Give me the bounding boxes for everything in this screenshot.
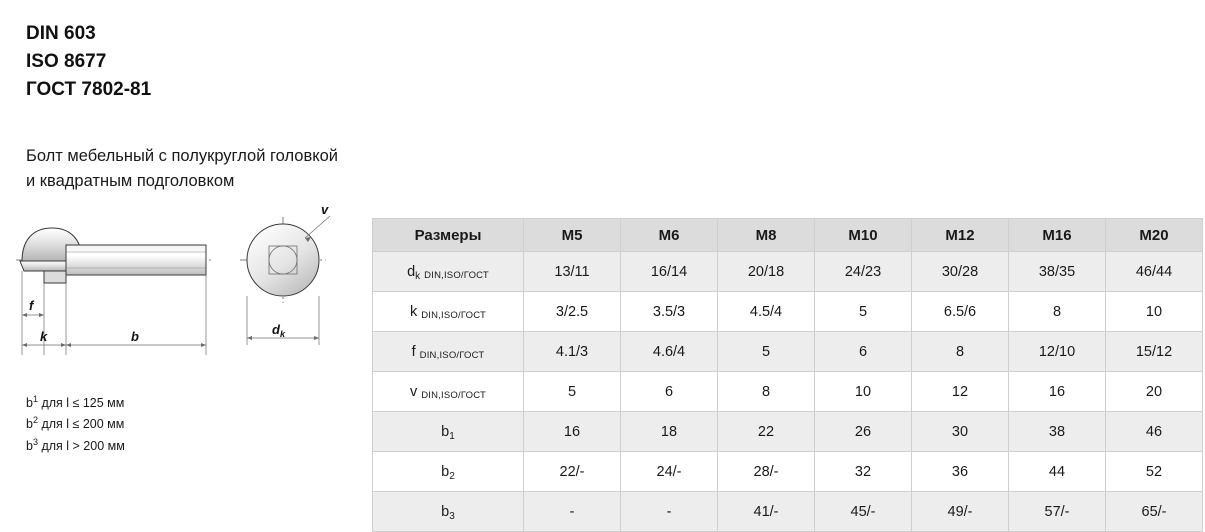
footnote-2-text: для l ≤ 200 мм bbox=[37, 417, 125, 432]
table-cell: 20 bbox=[1106, 372, 1203, 412]
table-header-cell-3: M8 bbox=[718, 219, 815, 252]
drawing-label-dk-sub: k bbox=[280, 329, 286, 339]
table-cell: 10 bbox=[1106, 292, 1203, 332]
table-cell: 16 bbox=[1009, 372, 1106, 412]
footnote-3-sup: 3 bbox=[32, 436, 38, 447]
table-cell: 8 bbox=[718, 372, 815, 412]
table-cell: 44 bbox=[1009, 452, 1106, 492]
footnote-3-base: b bbox=[26, 438, 33, 453]
table-cell: 38/35 bbox=[1009, 252, 1106, 292]
table-cell: 22/- bbox=[524, 452, 621, 492]
standard-gost: ГОСТ 7802-81 bbox=[26, 78, 152, 100]
table-cell: 4.5/4 bbox=[718, 292, 815, 332]
table-cell: 24/- bbox=[621, 452, 718, 492]
table-cell: 41/- bbox=[718, 492, 815, 532]
row-label-sub: 3 bbox=[449, 510, 455, 522]
table-cell: 32 bbox=[815, 452, 912, 492]
table-row bbox=[373, 332, 1203, 372]
table-cell: 24/23 bbox=[815, 252, 912, 292]
row-label-main: f bbox=[411, 343, 416, 360]
table-cell: 22 bbox=[718, 412, 815, 452]
table-cell: 28/- bbox=[718, 452, 815, 492]
table-row bbox=[373, 412, 1203, 452]
table-cell: 12/10 bbox=[1009, 332, 1106, 372]
row-label-note: DIN,ISO/ГОСТ bbox=[421, 389, 487, 401]
table-cell: 36 bbox=[912, 452, 1009, 492]
table-cell: 4.6/4 bbox=[621, 332, 718, 372]
row-label-main: b bbox=[441, 423, 450, 440]
row-label-sub: k bbox=[415, 270, 421, 282]
table-cell: 4.1/3 bbox=[524, 332, 621, 372]
table-cell: 20/18 bbox=[718, 252, 815, 292]
product-description bbox=[26, 144, 338, 194]
table-header-cell-1: M5 bbox=[524, 219, 621, 252]
footnotes bbox=[26, 392, 125, 456]
row-label-b3 bbox=[373, 492, 524, 532]
specifications-table-wrapper bbox=[372, 218, 1203, 532]
table-header-row bbox=[373, 219, 1203, 252]
standards-list bbox=[26, 20, 151, 104]
table-cell: 38 bbox=[1009, 412, 1106, 452]
table-cell: 5 bbox=[815, 292, 912, 332]
footnote-1-base: b bbox=[26, 396, 33, 411]
row-label-b1 bbox=[373, 412, 524, 452]
row-label-dk bbox=[373, 252, 524, 292]
table-row bbox=[373, 372, 1203, 412]
table-row bbox=[373, 492, 1203, 532]
drawing-label-dk: d bbox=[272, 322, 280, 337]
footnote-2 bbox=[26, 413, 125, 434]
table-row bbox=[373, 292, 1203, 332]
table-cell: 65/- bbox=[1106, 492, 1203, 532]
footnote-3-text: для l > 200 мм bbox=[37, 438, 125, 453]
footnote-1-sup: 1 bbox=[32, 394, 38, 404]
table-cell: 18 bbox=[621, 412, 718, 452]
table-cell: 57/- bbox=[1009, 492, 1106, 532]
description-line-2: и квадратным подголовком bbox=[26, 171, 235, 190]
table-cell: 52 bbox=[1106, 452, 1203, 492]
footnote-3 bbox=[26, 435, 125, 456]
row-label-sub: 1 bbox=[449, 430, 455, 442]
drawing-label-v: v bbox=[321, 205, 329, 217]
row-label-note: DIN,ISO/ГОСТ bbox=[419, 349, 485, 361]
technical-drawing bbox=[8, 205, 348, 375]
bolt-side-view bbox=[16, 228, 213, 355]
row-label-b2 bbox=[373, 452, 524, 492]
table-cell: 6.5/6 bbox=[912, 292, 1009, 332]
footnote-1-text: для l ≤ 125 мм bbox=[37, 396, 125, 411]
row-label-main: b bbox=[441, 463, 450, 480]
footnote-2-sup: 2 bbox=[32, 415, 38, 426]
table-header-cell-0: Размеры bbox=[373, 219, 524, 252]
table-cell: 10 bbox=[815, 372, 912, 412]
table-cell: 5 bbox=[524, 372, 621, 412]
table-header-cell-7: M20 bbox=[1106, 219, 1203, 252]
table-cell: 12 bbox=[912, 372, 1009, 412]
table-cell: 15/12 bbox=[1106, 332, 1203, 372]
row-label-main: v bbox=[409, 383, 418, 400]
table-header-cell-5: M12 bbox=[912, 219, 1009, 252]
table-row bbox=[373, 452, 1203, 492]
table-cell: 8 bbox=[1009, 292, 1106, 332]
row-label-note: DIN,ISO/ГОСТ bbox=[424, 269, 489, 281]
table-row bbox=[373, 252, 1203, 292]
row-label-sub: 2 bbox=[449, 470, 455, 482]
table-cell: 13/11 bbox=[524, 252, 621, 292]
bolt-front-view bbox=[240, 205, 330, 345]
row-label-note: DIN,ISO/ГОСТ bbox=[421, 309, 487, 321]
description-line-1: Болт мебельный с полукруглой головкой bbox=[26, 147, 339, 165]
specifications-table bbox=[372, 218, 1203, 532]
table-cell: 3.5/3 bbox=[621, 292, 718, 332]
row-label-v bbox=[373, 372, 524, 412]
drawing-label-b: b bbox=[131, 329, 139, 344]
row-label-main: k bbox=[409, 303, 418, 320]
table-cell: 49/- bbox=[912, 492, 1009, 532]
table-cell: 46 bbox=[1106, 412, 1203, 452]
table-cell: 30 bbox=[912, 412, 1009, 452]
table-cell: 16/14 bbox=[621, 252, 718, 292]
table-cell: 6 bbox=[815, 332, 912, 372]
row-label-k bbox=[373, 292, 524, 332]
table-cell: 6 bbox=[621, 372, 718, 412]
table-header-cell-4: M10 bbox=[815, 219, 912, 252]
table-cell: 26 bbox=[815, 412, 912, 452]
table-header-cell-2: M6 bbox=[621, 219, 718, 252]
row-label-f bbox=[373, 332, 524, 372]
row-label-main: b bbox=[441, 503, 450, 520]
table-cell: - bbox=[621, 492, 718, 532]
footnote-2-base: b bbox=[26, 417, 33, 432]
table-header-cell-6: M16 bbox=[1009, 219, 1106, 252]
table-cell: 5 bbox=[718, 332, 815, 372]
table-cell: 46/44 bbox=[1106, 252, 1203, 292]
table-cell: 30/28 bbox=[912, 252, 1009, 292]
row-label-main: d bbox=[407, 263, 416, 280]
table-cell: 8 bbox=[912, 332, 1009, 372]
drawing-label-k: k bbox=[40, 329, 48, 344]
table-cell: 45/- bbox=[815, 492, 912, 532]
standard-din: DIN 603 bbox=[26, 23, 96, 44]
table-cell: - bbox=[524, 492, 621, 532]
footnote-1 bbox=[26, 392, 125, 413]
table-cell: 16 bbox=[524, 412, 621, 452]
standard-iso: ISO 8677 bbox=[26, 50, 107, 72]
table-cell: 3/2.5 bbox=[524, 292, 621, 332]
drawing-label-f: f bbox=[29, 298, 34, 313]
